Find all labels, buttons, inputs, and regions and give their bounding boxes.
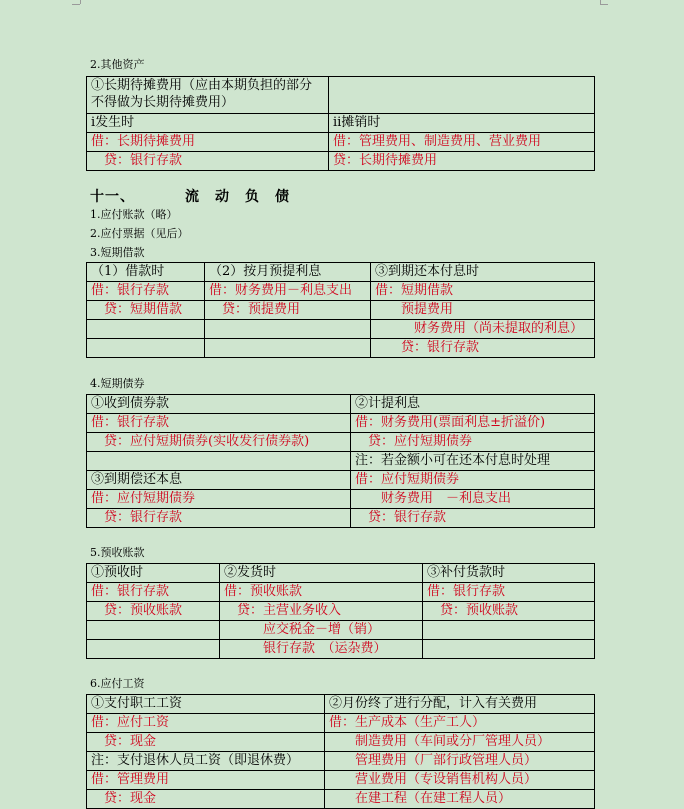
item-notes-payable: 2.应付票据（见后） [90, 227, 189, 240]
cell: 应交税金－增（销） [220, 621, 423, 640]
cell: 借：生产成本（生产工人） [325, 714, 595, 733]
cell: ①预收时 [87, 564, 220, 583]
cell: 借：管理费用 [87, 771, 325, 790]
cell: 贷：长期待摊费用 [329, 152, 595, 171]
cell: 借：应付短期债券 [87, 490, 351, 509]
cell: 借：长期待摊费用 [87, 133, 329, 152]
crop-mark-top-right-v [600, 0, 601, 4]
cell: 在建工程（在建工程人员） [325, 790, 595, 809]
section-2-title: 2.其他资产 [90, 58, 145, 71]
cell [87, 339, 205, 358]
cell: 借：银行存款 [87, 414, 351, 433]
cell: 营业费用（专设销售机构人员） [325, 771, 595, 790]
cell: 借：财务费用－利息支出 [205, 282, 371, 301]
crop-mark-top-right [600, 0, 608, 5]
cell: ③到期偿还本息 [87, 471, 351, 490]
cell: 贷：主营业务收入 [220, 602, 423, 621]
cell [87, 452, 351, 471]
cell: 制造费用（车间或分厂管理人员） [325, 733, 595, 752]
advance-receipts-table [86, 563, 595, 659]
cell: 贷：银行存款 [371, 339, 595, 358]
section-6-title: 6.应付工资 [90, 677, 145, 690]
cell: 贷：现金 [87, 790, 325, 809]
item-accounts-payable: 1.应付账款（略） [90, 208, 178, 221]
cell: 贷：银行存款 [351, 509, 595, 528]
cell: 贷：银行存款 [87, 509, 351, 528]
cell [423, 640, 595, 659]
section-5-title: 5.预收账款 [90, 546, 145, 559]
cell: ②计提利息 [351, 395, 595, 414]
cell: 借：短期借款 [371, 282, 595, 301]
cell: ①支付职工工资 [87, 695, 325, 714]
cell: ①收到债券款 [87, 395, 351, 414]
cell: ⅰ发生时 [87, 114, 329, 133]
crop-mark-top-left [72, 0, 80, 5]
heading-number: 十一、 [90, 189, 135, 205]
cell [205, 339, 371, 358]
cell: 借：管理费用、制造费用、营业费用 [329, 133, 595, 152]
cell: ⅱ摊销时 [329, 114, 595, 133]
cell: 贷：预提费用 [205, 301, 371, 320]
cell [87, 320, 205, 339]
cell: （1）借款时 [87, 263, 205, 282]
cell: 贷：预收账款 [423, 602, 595, 621]
cell: 借：预收账款 [220, 583, 423, 602]
item-short-term-loans: 3.短期借款 [90, 246, 145, 259]
short-term-loans-table [86, 262, 595, 358]
cell: 贷：银行存款 [87, 152, 329, 171]
cell: 预提费用 [371, 301, 595, 320]
cell: ③补付货款时 [423, 564, 595, 583]
cell: 贷：预收账款 [87, 602, 220, 621]
cell: 贷：应付短期债券 [351, 433, 595, 452]
short-term-bonds-table [86, 394, 595, 528]
cell: 借：财务费用(票面利息±折溢价) [351, 414, 595, 433]
cell: 借：应付短期债券 [351, 471, 595, 490]
cell: ①长期待摊费用（应由本期负担的部分不得做为长期待摊费用） [87, 77, 329, 114]
cell: 贷：短期借款 [87, 301, 205, 320]
other-assets-table [86, 76, 595, 171]
cell: 借：银行存款 [423, 583, 595, 602]
cell: ②发货时 [220, 564, 423, 583]
heading-text: 流 动 负 债 [185, 189, 290, 205]
section-11-heading [90, 188, 290, 206]
cell [87, 621, 220, 640]
cell [87, 640, 220, 659]
cell: 财务费用 －利息支出 [351, 490, 595, 509]
cell: 注：若金额小可在还本付息时处理 [351, 452, 595, 471]
cell: 管理费用（厂部行政管理人员） [325, 752, 595, 771]
cell: 贷：应付短期债券(实收发行债券款) [87, 433, 351, 452]
cell: 借：银行存款 [87, 583, 220, 602]
section-4-title: 4.短期债券 [90, 377, 145, 390]
crop-mark-top-left-v [80, 0, 81, 4]
cell [329, 77, 595, 114]
cell: ②月份终了进行分配，计入有关费用 [325, 695, 595, 714]
cell: 银行存款 （运杂费） [220, 640, 423, 659]
cell: 贷：现金 [87, 733, 325, 752]
cell: 借：银行存款 [87, 282, 205, 301]
cell: 借：应付工资 [87, 714, 325, 733]
cell: 财务费用（尚未提取的利息） [371, 320, 595, 339]
cell: ③到期还本付息时 [371, 263, 595, 282]
cell [423, 621, 595, 640]
cell [205, 320, 371, 339]
wages-payable-table [86, 694, 595, 809]
cell: （2）按月预提利息 [205, 263, 371, 282]
cell: 注：支付退休人员工资（即退休费） [87, 752, 325, 771]
